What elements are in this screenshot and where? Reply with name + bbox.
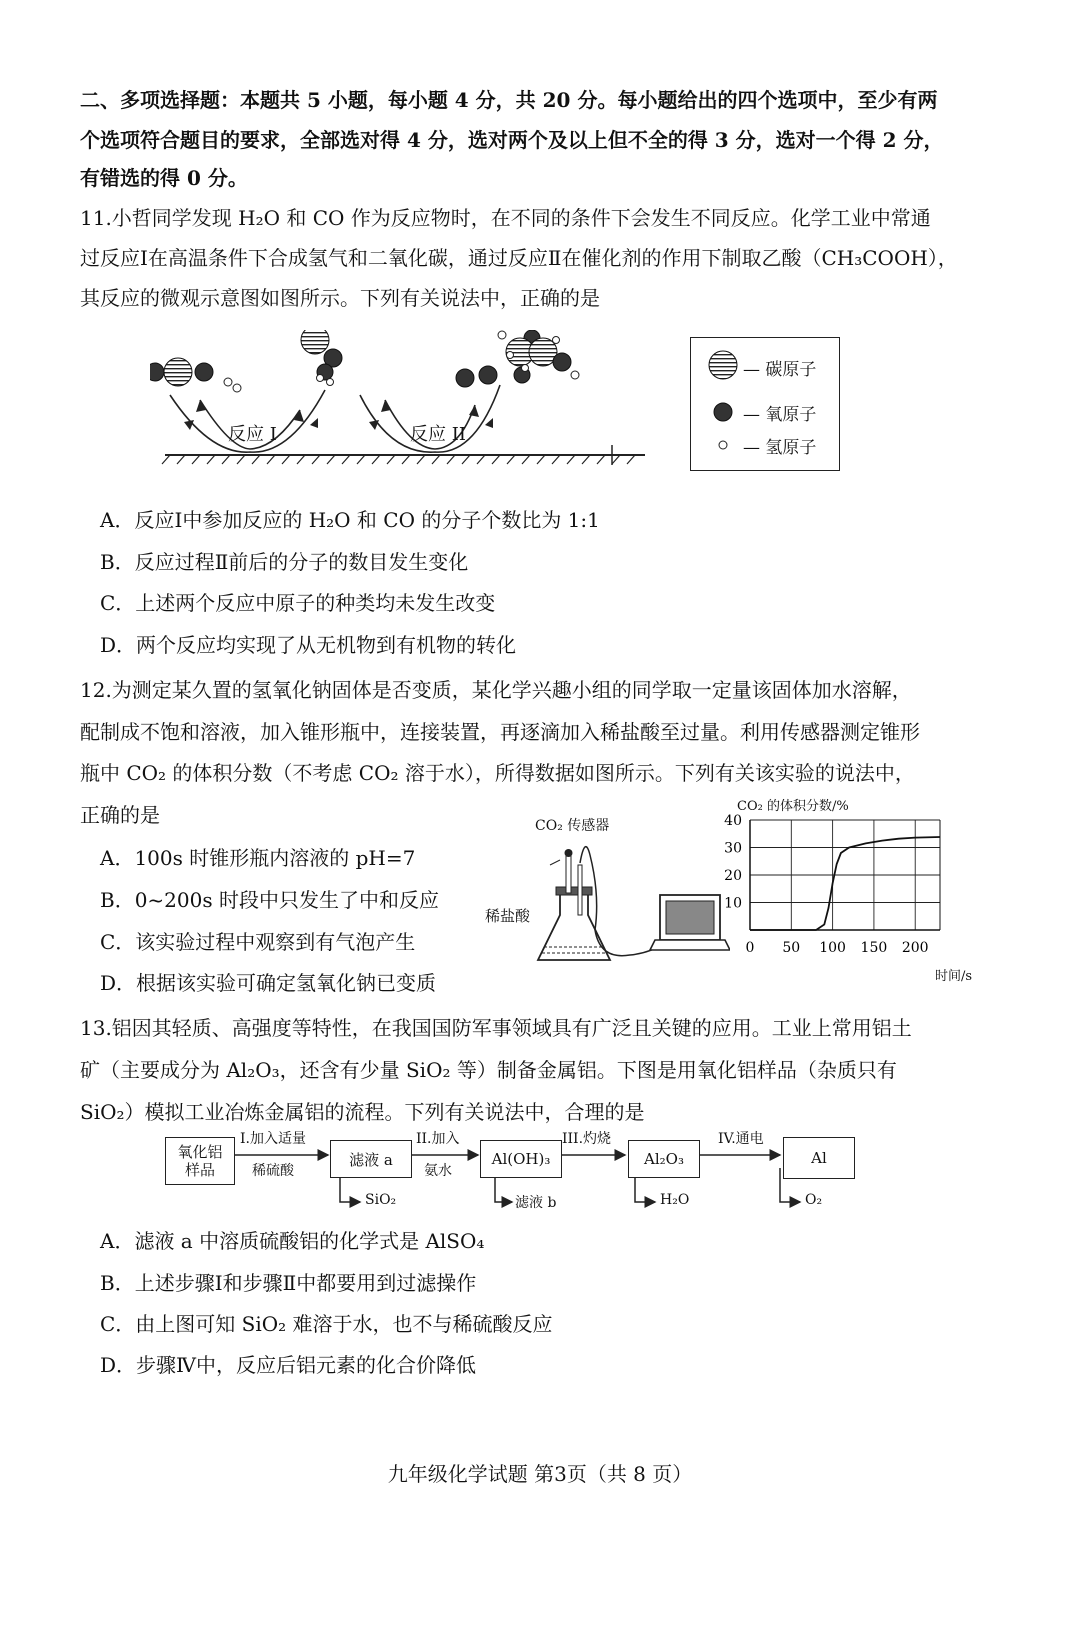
- flow-box-sample-line-2: 样品: [184, 1161, 215, 1179]
- sensor-label: CO₂ 传感器: [535, 818, 610, 834]
- legend-oxygen: — 氧原子: [743, 405, 817, 425]
- flow-box-sample: [165, 1137, 235, 1185]
- reaction-1-label: 反应 I: [228, 424, 277, 445]
- carbon-atom-icon: [709, 351, 737, 379]
- page-footer: 九年级化学试题 第3页（共 8 页）: [387, 1462, 693, 1486]
- oxygen-atom-icon: [714, 403, 732, 421]
- q11-stem-line-3: 其反应的微观示意图如图所示。下列有关说法中，正确的是: [80, 286, 600, 310]
- q12-stem-line-3: 瓶中 CO₂ 的体积分数（不考虑 CO₂ 溶于水），所得数据如图所示。下列有关该实验的说法中，: [80, 761, 915, 785]
- chart-ytick-label: 20: [724, 868, 742, 884]
- q11-option-d: D．两个反应均实现了从无机物到有机物的转化: [100, 633, 517, 657]
- co2-series-line: [750, 837, 940, 930]
- flow-box-al: Al: [783, 1137, 855, 1179]
- flow-output-h2o: H₂O: [660, 1192, 690, 1208]
- q11-option-a: A．反应Ⅰ中参加反应的 H₂O 和 CO 的分子个数比为 1:1: [100, 508, 600, 532]
- q12-option-a: A．100s 时锥形瓶内溶液的 pH=7: [100, 846, 416, 870]
- section-header-line-2: 个选项符合题目的要求，全部选对得 4 分，选对两个及以上但不全的得 3 分，选对一个得 2 分，: [80, 128, 944, 152]
- acid-label: 稀盐酸: [485, 907, 531, 925]
- q11-option-c: C．上述两个反应中原子的种类均未发生改变: [100, 591, 496, 615]
- q13-stem-line-3: SiO₂）模拟工业冶炼金属铝的流程。下列有关说法中，合理的是: [80, 1100, 645, 1124]
- flow-step2-line-2: 氨水: [424, 1163, 452, 1179]
- legend-hydrogen: — 氢原子: [743, 438, 817, 458]
- q13-option-b: B．上述步骤Ⅰ和步骤Ⅱ中都要用到过滤操作: [100, 1271, 477, 1295]
- chart-xtick-label: 200: [901, 940, 929, 956]
- legend-carbon: — 碳原子: [743, 360, 817, 380]
- flow-step1-line-2: 稀硫酸: [252, 1163, 294, 1179]
- q12-stem-line-2: 配制成不饱和溶液，加入锥形瓶中，连接装置，再逐滴加入稀盐酸至过量。利用传感器测定锥形: [80, 720, 920, 744]
- flow-output-o2: O₂: [805, 1192, 823, 1208]
- q12-option-d: D．根据该实验可确定氢氧化钠已变质: [100, 971, 437, 995]
- flow-box-aloh3: Al(OH)₃: [480, 1140, 562, 1178]
- hydrogen-atom-icon: [719, 441, 727, 449]
- chart-xtick-label: 150: [860, 940, 888, 956]
- flow-step3: III.灼烧: [562, 1131, 612, 1147]
- chart-xtick-label: 0: [745, 940, 755, 956]
- chart-ytick-label: 30: [724, 840, 742, 857]
- chart-ytick-label: 10: [724, 895, 742, 912]
- flow-box-al2o3: Al₂O₃: [628, 1140, 700, 1178]
- section-header-line-1: 二、多项选择题：本题共 5 小题，每小题 4 分，共 20 分。每小题给出的四个选项中，至少有两: [80, 88, 938, 112]
- chart-ytick-label: 40: [724, 813, 742, 829]
- flow-step2-line-1: II.加入: [416, 1131, 460, 1147]
- co2-volume-chart: [710, 800, 1000, 985]
- chart-xtick-label: 50: [782, 940, 801, 956]
- reaction-2-label: 反应 II: [410, 424, 466, 445]
- flow-step4: IV.通电: [718, 1131, 764, 1147]
- q12-stem-line-1: 12.为测定某久置的氢氧化钠固体是否变质，某化学兴趣小组的同学取一定量该固体加水溶解，: [80, 678, 912, 702]
- q11-reaction-diagram: [150, 330, 650, 480]
- flow-output-sio2: SiO₂: [365, 1192, 397, 1208]
- chart-xtick-label: 100: [819, 940, 846, 956]
- experiment-apparatus: [530, 835, 730, 970]
- atom-legend: [690, 337, 840, 471]
- section-header-line-3: 有错选的得 0 分。: [80, 166, 248, 190]
- flow-step1-line-1: I.加入适量: [240, 1131, 306, 1147]
- flow-box-filtrate-a: 滤液 a: [330, 1140, 412, 1178]
- chart-xlabel: 时间/s: [935, 969, 973, 984]
- q13-option-c: C．由上图可知 SiO₂ 难溶于水，也不与稀硫酸反应: [100, 1312, 553, 1336]
- flow-box-sample-line-1: 氧化铝: [177, 1143, 223, 1161]
- q12-option-b: B．0~200s 时段中只发生了中和反应: [100, 888, 439, 912]
- q11-option-b: B．反应过程Ⅱ前后的分子的数目发生变化: [100, 550, 469, 574]
- q11-stem-line-2: 过反应Ⅰ在高温条件下合成氢气和二氧化碳，通过反应Ⅱ在催化剂的作用下制取乙酸（CH₃COOH），: [80, 246, 958, 270]
- q13-option-a: A．滤液 a 中溶质硫酸铝的化学式是 AlSO₄: [100, 1229, 485, 1253]
- q11-stem-line-1: 11.小哲同学发现 H₂O 和 CO 作为反应物时，在不同的条件下会发生不同反应。化学工业中常通: [80, 206, 931, 230]
- q13-stem-line-2: 矿（主要成分为 Al₂O₃，还含有少量 SiO₂ 等）制备金属铝。下图是用氧化铝样品（杂质只有: [80, 1058, 897, 1082]
- q13-stem-line-1: 13.铝因其轻质、高强度等特性，在我国国防军事领域具有广泛且关键的应用。工业上常用铝土: [80, 1016, 912, 1040]
- flow-output-filtrate-b: 滤液 b: [515, 1195, 557, 1211]
- chart-ylabel: CO₂ 的体积分数/%: [737, 799, 849, 814]
- q12-stem-line-4: 正确的是: [80, 803, 160, 827]
- q13-option-d: D．步骤Ⅳ中，反应后铝元素的化合价降低: [100, 1353, 477, 1377]
- q12-option-c: C．该实验过程中观察到有气泡产生: [100, 930, 416, 954]
